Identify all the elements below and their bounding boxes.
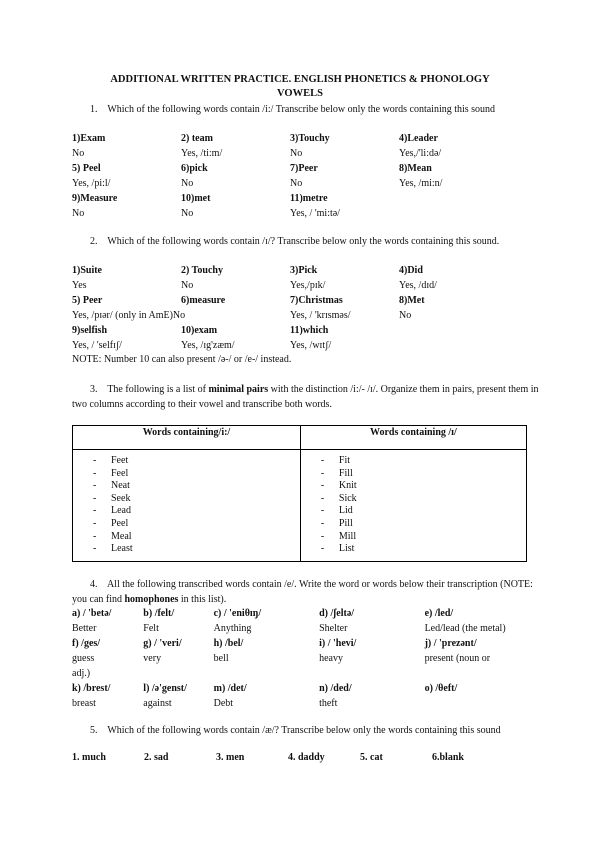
col-i-short [300,450,526,562]
answer: present (noun or [424,653,491,664]
answer: No [181,178,194,189]
column-header: Words containing /ɪ/ [300,426,526,450]
transcription: n) /ded/ [319,683,352,694]
answer-wrap: adj.) [72,668,91,679]
question-4 [72,577,542,607]
answer: Felt [143,623,159,634]
question-text-end: in this list). [178,594,227,605]
answer: No [290,148,303,159]
answer: Yes,/pɪk/ [290,280,326,291]
transcription: i) / 'hevi/ [319,638,357,649]
word-label: 2) Touchy [181,265,223,276]
transcription: d) /ʃeltə/ [319,608,355,619]
word-label: 7)Christmas [290,295,343,306]
answer: Debt [213,698,234,709]
question-text: Which of the following words contain /ɪ/? Transcribe below only the words containing this sound. [107,236,500,247]
word-label: 6.blank [432,752,464,763]
word-label: 6)measure [181,295,226,306]
question-emphasis: homophones [124,594,179,605]
word-label [399,191,508,206]
transcription: h) /bel/ [213,638,244,649]
list-item: - Peel [93,517,129,529]
q2-note: NOTE: Number 10 can also present /ə-/ or /e-/ instead. [72,354,292,365]
question-3 [72,382,542,412]
list-item: - Meal [93,530,132,542]
question-number: 4. [90,579,98,590]
list-item: - Least [93,543,133,555]
word-label: 10)met [181,193,211,204]
answer: No [181,280,194,291]
answer: Yes, /dɪd/ [399,280,437,291]
word-label: 2) team [181,133,213,144]
list-item: - List [320,543,355,555]
question-2 [72,234,542,249]
answer: very [143,653,162,664]
word-label: 3)Touchy [290,133,330,144]
answer: Shelter [319,623,348,634]
page-subtitle: VOWELS [277,88,323,99]
transcription: j) / 'prezənt/ [424,638,477,649]
answer: Yes, /pɪər/ (only in AmE)No [72,310,186,321]
answer: Led/lead (the metal) [424,623,506,634]
list-item: - Seek [93,492,131,504]
page-title: ADDITIONAL WRITTEN PRACTICE. ENGLISH PHONETICS & PHONOLOGY [110,74,490,85]
word-label: 5) Peel [72,163,101,174]
word-label: 4. daddy [288,752,325,763]
transcription: b) /felt/ [143,608,175,619]
transcription: a) / 'betə/ [72,608,112,619]
transcription: g) / 'veri/ [143,638,182,649]
word-label: 8)Met [399,295,425,306]
answer: No [290,178,303,189]
list-item: - Lead [93,505,131,517]
list-item: - Fill [320,467,353,479]
answer: Anything [213,623,252,634]
word-label: 3)Pick [290,265,318,276]
list-item: - Fit [320,455,351,466]
word-label: 4)Leader [399,133,438,144]
question-5 [72,723,542,738]
transcription: k) /brest/ [72,683,111,694]
answer: theft [319,698,338,709]
list-item: - Neat [93,480,130,492]
q5-word-list [72,752,504,763]
list-item: - Sick [320,492,357,504]
answer: Yes, /mi:n/ [399,178,443,189]
column-header: Words containing/i:/ [73,426,301,450]
list-item: - Mill [320,530,357,542]
word-label: 8)Mean [399,163,432,174]
question-number: 3. [90,384,98,395]
answer: Yes, /ɪg'zæm/ [181,340,235,351]
answer: Yes [72,280,87,291]
word-label: 1)Suite [72,265,102,276]
answer: No [72,208,85,219]
question-text: The following is a list of [107,384,209,395]
word-label: 11)which [290,325,329,336]
question-text: All the following transcribed words contain /e/. Write the word or words below their transcription (NOTE: you can find [72,579,533,605]
answer: against [143,698,172,709]
transcription: m) /det/ [213,683,247,694]
question-number: 2. [90,236,98,247]
col-i-long [73,450,301,562]
answer: guess [72,653,95,664]
q4-answer-grid [72,606,532,711]
answer: Yes, /wɪtʃ/ [290,340,332,351]
answer: Yes, / 'mi:tə/ [290,208,340,219]
word-label: 4)Did [399,265,423,276]
word-label: 2. sad [144,752,169,763]
word-label: 10)exam [181,325,218,336]
word-label: 11)metre [290,193,328,204]
answer: bell [213,653,229,664]
answer: heavy [319,653,343,664]
word-label: 9)selfish [72,325,107,336]
question-number: 1. [90,104,98,115]
list-item: - Knit [320,480,357,492]
word-label [399,323,508,338]
transcription: e) /led/ [424,608,454,619]
question-text-end: with the distinction /i:/- /ɪ/. Organize them in pairs, present them in two columns according to their vowel and transcribe both words. [72,384,539,410]
answer: Yes,/'li:də/ [399,148,442,159]
answer: Better [72,623,97,634]
q1-answer-grid [72,131,532,221]
question-number: 5. [90,725,98,736]
word-label: 9)Measure [72,193,118,204]
word-label: 3. men [216,752,245,763]
word-label: 1)Exam [72,133,106,144]
answer: Yes, / 'selfɪʃ/ [72,340,122,351]
list-item: - Lid [320,505,353,517]
question-1 [72,102,542,117]
word-label: 5) Peer [72,295,103,306]
transcription: c) / 'eniθɪŋ/ [213,608,262,619]
word-label: 7)Peer [290,163,318,174]
answer: Yes, / 'krɪsməs/ [290,310,351,321]
q2-answer-grid [72,263,532,353]
list-item: - Feet [93,455,129,466]
word-label: 6)pick [181,163,208,174]
answer: No [72,148,85,159]
transcription: l) /ə'genst/ [143,683,187,694]
answer: breast [72,698,96,709]
answer: No [399,310,412,321]
question-text: Which of the following words contain /æ/? Transcribe below only the words containing this sound [107,725,501,736]
list-item: - Pill [320,517,353,529]
word-label: 1. much [72,752,106,763]
answer: No [181,208,194,219]
question-text: Which of the following words contain /i:/ Transcribe below only the words containing this sound [107,104,496,115]
answer: Yes, /pi:l/ [72,178,111,189]
answer [399,206,508,221]
transcription: f) /ges/ [72,638,101,649]
list-item: - Feel [93,467,129,479]
answer [425,696,532,711]
word-label: 5. cat [360,752,383,763]
question-emphasis: minimal pairs [208,384,269,395]
transcription: o) /θeft/ [424,683,458,694]
minimal-pairs-table [72,425,527,562]
answer: Yes, /ti:m/ [181,148,223,159]
answer [399,338,508,353]
